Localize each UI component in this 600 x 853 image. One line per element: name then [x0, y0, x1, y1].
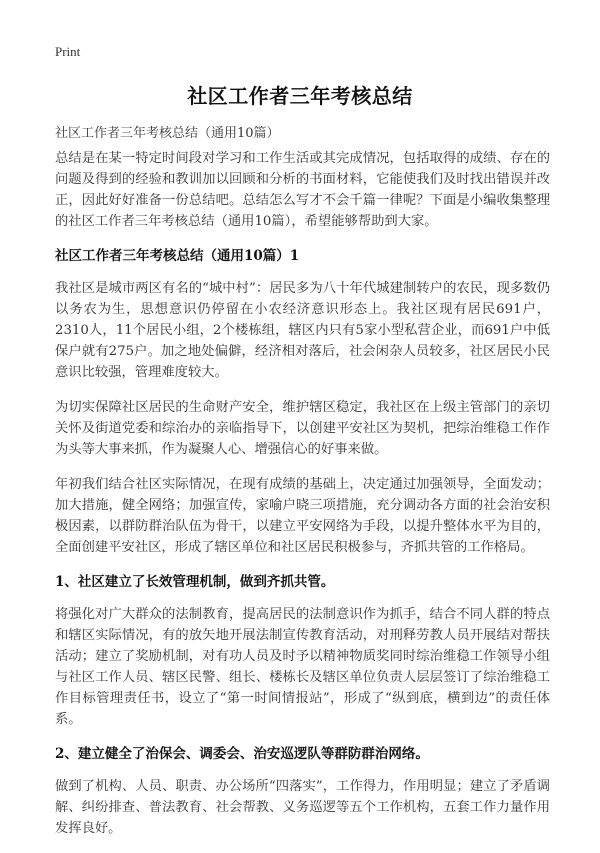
point-heading-2: 2、建立健全了治保会、调委会、治安巡逻队等群防群治网络。	[55, 746, 429, 762]
intro-paragraph: 总结是在某一特定时间段对学习和工作生活或其完成情况，包括取得的成绩、存在的问题及得到的经验和教训加以回顾和分析的书面材料，它能使我们及时找出错误并改正，因此好好准备一份总结吧。总结怎么写才不会千篇一律呢？下面是小编收集整理的社区工作者三年考核总结（通用10篇），希望能够帮助到大家。	[55, 151, 550, 229]
paragraph-legal-education: 将强化对广大群众的法制教育，提高居民的法制意识作为抓手，结合不同人群的特点和辖区实际情况，有的放矢地开展法制宣传教育活动，对刑释劳教人员开展结对帮扶活动；建立了奖励机制，对有功人员及时予以精神物质奖同时综治维稳工作领导小组与社区工作人员、辖区民警、组长、楼栋长及辖区单位负责人层层签订了综治维稳工作目标管理责任书，设立了“第一时间情报站”，形成了“纵到底，横到边”的责任体系。	[55, 607, 550, 727]
point-heading-1: 1、社区建立了长效管理机制，做到齐抓共管。	[55, 574, 335, 590]
section-heading-1: 社区工作者三年考核总结（通用10篇）1	[55, 248, 300, 264]
print-link[interactable]: Print	[55, 44, 81, 59]
paragraph-community-overview: 我社区是城市两区有名的“城中村”：居民多为八十年代城建制转户的农民，现多数仍以务农为生，思想意识仍停留在小农经济意识形态上。我社区现有居民691户，2310人，11个居民小组，2个楼栋组，辖区内只有5家小型私营企业，而691户中低保户就有275户。加之地处偏僻，经济相对落后，社会闲杂人员较多，社区居民小民意识比较强，管理难度较大。	[55, 281, 550, 380]
document-title: 社区工作者三年考核总结	[187, 84, 413, 108]
paragraph-year-start-measures: 年初我们结合社区实际情况，在现有成绩的基础上，决定通过加强领导，全面发动；加大措施，健全网络；加强宣传，家喻户晓三项措施，充分调动各方面的社会治安积极因素，以群防群治队伍为骨干，以建立平安网络为手段，以提升整体水平为目的，全面创建平安社区，形成了辖区单位和社区居民积极参与，齐抓共管的工作格局。	[55, 477, 550, 555]
paragraph-four-implementations: 做到了机构、人员、职责、办公场所“四落实”，工作得力，作用明显；建立了矛盾调解、纠纷排查、普法教育、社会帮教、义务巡逻等五个工作机构，五套工作力量作用发挥良好。	[55, 779, 550, 836]
paragraph-safety-guarantee: 为切实保障社区居民的生命财产安全，维护辖区稳定，我社区在上级主管部门的亲切关怀及街道党委和综治办的亲临指导下，以创建平安社区为契机，把综治维稳工作作为头等大事来抓，作为凝聚人心、增强信心的好事来做。	[55, 400, 550, 457]
document-subtitle: 社区工作者三年考核总结（通用10篇）	[55, 126, 280, 141]
document-body	[55, 148, 550, 853]
